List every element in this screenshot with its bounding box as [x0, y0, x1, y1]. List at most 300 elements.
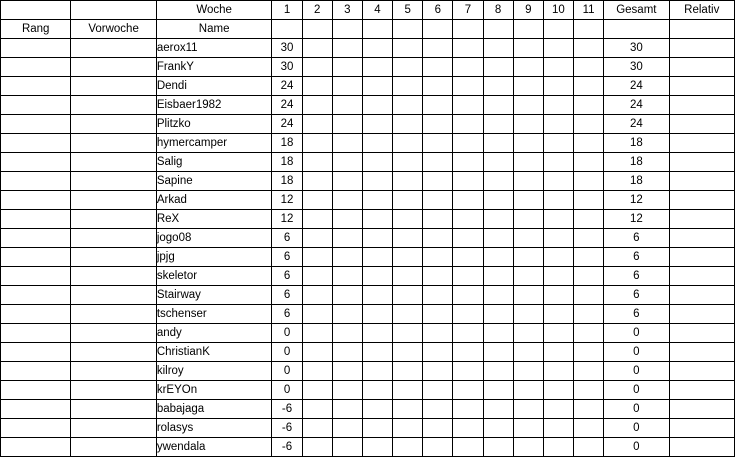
cell-week-8[interactable] [483, 96, 513, 115]
cell-week-6[interactable] [423, 96, 453, 115]
cell-week-6[interactable] [423, 286, 453, 305]
cell-week-11[interactable] [574, 172, 604, 191]
cell-week-2[interactable] [302, 77, 332, 96]
cell-week-8[interactable] [483, 267, 513, 286]
cell-week-7[interactable] [453, 267, 483, 286]
cell-week-10[interactable] [543, 381, 573, 400]
cell-week-11[interactable] [574, 229, 604, 248]
cell-week-5[interactable] [393, 172, 423, 191]
cell-week-8[interactable] [483, 172, 513, 191]
cell-week-3[interactable] [332, 39, 362, 58]
cell-week-6[interactable] [423, 305, 453, 324]
cell-vorwoche[interactable] [71, 134, 156, 153]
cell-week-1[interactable]: 30 [272, 58, 302, 77]
cell-name[interactable]: skeletor [156, 267, 272, 286]
cell-week-6[interactable] [423, 419, 453, 438]
cell-rang[interactable] [1, 153, 71, 172]
cell-rang[interactable] [1, 248, 71, 267]
cell-week-5[interactable] [393, 39, 423, 58]
cell-week-8[interactable] [483, 362, 513, 381]
cell-week-9[interactable] [513, 400, 543, 419]
cell-vorwoche[interactable] [71, 191, 156, 210]
cell-week-1[interactable]: -6 [272, 400, 302, 419]
cell-week-1[interactable]: 0 [272, 324, 302, 343]
cell-vorwoche[interactable] [71, 210, 156, 229]
cell-week-7[interactable] [453, 172, 483, 191]
cell-week-10[interactable] [543, 58, 573, 77]
cell-week-1[interactable]: 12 [272, 191, 302, 210]
cell-gesamt[interactable]: 0 [604, 324, 669, 343]
cell-week-6[interactable] [423, 153, 453, 172]
cell-week-9[interactable] [513, 381, 543, 400]
cell-vorwoche[interactable] [71, 267, 156, 286]
cell-week-1[interactable]: 6 [272, 248, 302, 267]
cell-week-2[interactable] [302, 248, 332, 267]
cell-week-3[interactable] [332, 210, 362, 229]
cell-week-5[interactable] [393, 324, 423, 343]
cell-week-1[interactable]: -6 [272, 419, 302, 438]
table-row[interactable] [1, 305, 735, 324]
cell-week-10[interactable] [543, 96, 573, 115]
cell-week-6[interactable] [423, 115, 453, 134]
cell-week-3[interactable] [332, 400, 362, 419]
cell-week-4[interactable] [362, 172, 392, 191]
cell-week-1[interactable]: 24 [272, 115, 302, 134]
cell-relativ[interactable] [669, 58, 734, 77]
cell-week-9[interactable] [513, 305, 543, 324]
cell-week-10[interactable] [543, 267, 573, 286]
cell-week-6[interactable] [423, 400, 453, 419]
cell-week-7[interactable] [453, 134, 483, 153]
cell-vorwoche[interactable] [71, 153, 156, 172]
cell-week-8[interactable] [483, 77, 513, 96]
cell-relativ[interactable] [669, 400, 734, 419]
cell-week-6[interactable] [423, 39, 453, 58]
cell-week-4[interactable] [362, 153, 392, 172]
cell-week-5[interactable] [393, 305, 423, 324]
cell-rang[interactable] [1, 115, 71, 134]
cell-name[interactable]: aerox11 [156, 39, 272, 58]
cell-week-2[interactable] [302, 210, 332, 229]
cell-week-5[interactable] [393, 115, 423, 134]
cell-name[interactable]: Eisbaer1982 [156, 96, 272, 115]
cell-relativ[interactable] [669, 267, 734, 286]
cell-rang[interactable] [1, 343, 71, 362]
cell-rang[interactable] [1, 286, 71, 305]
cell-week-8[interactable] [483, 305, 513, 324]
cell-week-3[interactable] [332, 438, 362, 457]
cell-week-3[interactable] [332, 58, 362, 77]
cell-week-3[interactable] [332, 324, 362, 343]
cell-vorwoche[interactable] [71, 343, 156, 362]
cell-week-7[interactable] [453, 343, 483, 362]
table-row[interactable] [1, 400, 735, 419]
table-row[interactable] [1, 324, 735, 343]
cell-relativ[interactable] [669, 419, 734, 438]
cell-week-1[interactable]: 24 [272, 96, 302, 115]
cell-week-4[interactable] [362, 39, 392, 58]
cell-week-2[interactable] [302, 400, 332, 419]
cell-week-1[interactable]: -6 [272, 438, 302, 457]
cell-week-5[interactable] [393, 381, 423, 400]
cell-relativ[interactable] [669, 191, 734, 210]
cell-week-7[interactable] [453, 248, 483, 267]
cell-gesamt[interactable]: 6 [604, 248, 669, 267]
cell-week-9[interactable] [513, 210, 543, 229]
cell-week-5[interactable] [393, 286, 423, 305]
cell-gesamt[interactable]: 0 [604, 400, 669, 419]
cell-vorwoche[interactable] [71, 324, 156, 343]
cell-week-1[interactable]: 12 [272, 210, 302, 229]
cell-week-11[interactable] [574, 267, 604, 286]
cell-week-7[interactable] [453, 96, 483, 115]
cell-gesamt[interactable]: 0 [604, 438, 669, 457]
cell-week-7[interactable] [453, 305, 483, 324]
cell-week-2[interactable] [302, 191, 332, 210]
cell-week-2[interactable] [302, 153, 332, 172]
cell-week-3[interactable] [332, 96, 362, 115]
cell-week-10[interactable] [543, 286, 573, 305]
cell-week-1[interactable]: 0 [272, 381, 302, 400]
cell-vorwoche[interactable] [71, 400, 156, 419]
cell-week-7[interactable] [453, 210, 483, 229]
cell-week-10[interactable] [543, 419, 573, 438]
cell-week-11[interactable] [574, 438, 604, 457]
cell-week-11[interactable] [574, 153, 604, 172]
table-row[interactable] [1, 343, 735, 362]
cell-week-3[interactable] [332, 343, 362, 362]
cell-week-11[interactable] [574, 248, 604, 267]
cell-week-6[interactable] [423, 362, 453, 381]
cell-week-9[interactable] [513, 324, 543, 343]
cell-relativ[interactable] [669, 362, 734, 381]
cell-week-2[interactable] [302, 58, 332, 77]
cell-vorwoche[interactable] [71, 381, 156, 400]
cell-week-1[interactable]: 24 [272, 77, 302, 96]
cell-week-11[interactable] [574, 77, 604, 96]
table-row[interactable] [1, 286, 735, 305]
cell-rang[interactable] [1, 419, 71, 438]
cell-week-9[interactable] [513, 96, 543, 115]
table-row[interactable] [1, 115, 735, 134]
cell-week-4[interactable] [362, 362, 392, 381]
cell-name[interactable]: Dendi [156, 77, 272, 96]
cell-week-10[interactable] [543, 115, 573, 134]
cell-week-11[interactable] [574, 134, 604, 153]
cell-relativ[interactable] [669, 210, 734, 229]
cell-gesamt[interactable]: 0 [604, 343, 669, 362]
cell-gesamt[interactable]: 30 [604, 58, 669, 77]
cell-week-2[interactable] [302, 305, 332, 324]
cell-week-1[interactable]: 30 [272, 39, 302, 58]
cell-relativ[interactable] [669, 248, 734, 267]
cell-week-9[interactable] [513, 172, 543, 191]
cell-week-5[interactable] [393, 248, 423, 267]
cell-week-1[interactable]: 18 [272, 172, 302, 191]
cell-week-11[interactable] [574, 343, 604, 362]
cell-name[interactable]: Plitzko [156, 115, 272, 134]
cell-week-4[interactable] [362, 210, 392, 229]
cell-week-8[interactable] [483, 438, 513, 457]
cell-week-9[interactable] [513, 58, 543, 77]
cell-week-5[interactable] [393, 362, 423, 381]
cell-week-1[interactable]: 0 [272, 343, 302, 362]
cell-relativ[interactable] [669, 229, 734, 248]
cell-week-2[interactable] [302, 172, 332, 191]
cell-week-6[interactable] [423, 267, 453, 286]
cell-week-4[interactable] [362, 115, 392, 134]
cell-week-1[interactable]: 6 [272, 305, 302, 324]
cell-week-6[interactable] [423, 248, 453, 267]
cell-name[interactable]: tschenser [156, 305, 272, 324]
cell-week-6[interactable] [423, 324, 453, 343]
cell-week-3[interactable] [332, 381, 362, 400]
cell-relativ[interactable] [669, 324, 734, 343]
cell-name[interactable]: ReX [156, 210, 272, 229]
cell-week-4[interactable] [362, 381, 392, 400]
cell-week-7[interactable] [453, 438, 483, 457]
cell-week-10[interactable] [543, 343, 573, 362]
cell-week-10[interactable] [543, 324, 573, 343]
cell-week-8[interactable] [483, 210, 513, 229]
cell-week-10[interactable] [543, 77, 573, 96]
cell-name[interactable]: hymercamper [156, 134, 272, 153]
cell-week-2[interactable] [302, 39, 332, 58]
cell-week-9[interactable] [513, 248, 543, 267]
table-row[interactable] [1, 153, 735, 172]
cell-week-5[interactable] [393, 210, 423, 229]
cell-week-7[interactable] [453, 39, 483, 58]
cell-week-4[interactable] [362, 286, 392, 305]
cell-week-11[interactable] [574, 419, 604, 438]
cell-week-9[interactable] [513, 191, 543, 210]
cell-week-2[interactable] [302, 381, 332, 400]
cell-gesamt[interactable]: 18 [604, 134, 669, 153]
cell-week-1[interactable]: 18 [272, 134, 302, 153]
cell-week-2[interactable] [302, 134, 332, 153]
cell-week-6[interactable] [423, 381, 453, 400]
cell-week-3[interactable] [332, 362, 362, 381]
cell-week-9[interactable] [513, 39, 543, 58]
cell-gesamt[interactable]: 6 [604, 286, 669, 305]
cell-rang[interactable] [1, 191, 71, 210]
cell-vorwoche[interactable] [71, 172, 156, 191]
cell-week-8[interactable] [483, 324, 513, 343]
cell-week-8[interactable] [483, 58, 513, 77]
cell-week-7[interactable] [453, 191, 483, 210]
cell-week-3[interactable] [332, 248, 362, 267]
table-row[interactable] [1, 77, 735, 96]
cell-gesamt[interactable]: 6 [604, 267, 669, 286]
cell-week-10[interactable] [543, 39, 573, 58]
cell-week-10[interactable] [543, 210, 573, 229]
cell-week-3[interactable] [332, 115, 362, 134]
cell-week-11[interactable] [574, 362, 604, 381]
cell-rang[interactable] [1, 77, 71, 96]
cell-gesamt[interactable]: 24 [604, 96, 669, 115]
cell-gesamt[interactable]: 6 [604, 229, 669, 248]
cell-name[interactable]: babajaga [156, 400, 272, 419]
cell-week-11[interactable] [574, 305, 604, 324]
cell-week-6[interactable] [423, 438, 453, 457]
cell-week-6[interactable] [423, 172, 453, 191]
cell-week-3[interactable] [332, 267, 362, 286]
cell-rang[interactable] [1, 58, 71, 77]
table-row[interactable] [1, 96, 735, 115]
cell-week-5[interactable] [393, 153, 423, 172]
cell-gesamt[interactable]: 24 [604, 115, 669, 134]
cell-rang[interactable] [1, 39, 71, 58]
cell-week-8[interactable] [483, 343, 513, 362]
cell-week-2[interactable] [302, 343, 332, 362]
cell-vorwoche[interactable] [71, 77, 156, 96]
cell-week-7[interactable] [453, 77, 483, 96]
cell-week-4[interactable] [362, 438, 392, 457]
cell-week-6[interactable] [423, 134, 453, 153]
cell-rang[interactable] [1, 134, 71, 153]
cell-week-2[interactable] [302, 96, 332, 115]
cell-week-7[interactable] [453, 115, 483, 134]
table-row[interactable] [1, 381, 735, 400]
cell-relativ[interactable] [669, 153, 734, 172]
cell-week-4[interactable] [362, 324, 392, 343]
cell-gesamt[interactable]: 0 [604, 362, 669, 381]
cell-week-5[interactable] [393, 96, 423, 115]
cell-week-10[interactable] [543, 305, 573, 324]
table-row[interactable] [1, 39, 735, 58]
cell-rang[interactable] [1, 438, 71, 457]
cell-week-7[interactable] [453, 229, 483, 248]
cell-rang[interactable] [1, 381, 71, 400]
table-row[interactable] [1, 210, 735, 229]
cell-week-8[interactable] [483, 134, 513, 153]
cell-gesamt[interactable]: 18 [604, 172, 669, 191]
cell-week-8[interactable] [483, 381, 513, 400]
cell-week-3[interactable] [332, 305, 362, 324]
cell-week-4[interactable] [362, 191, 392, 210]
cell-week-3[interactable] [332, 286, 362, 305]
cell-gesamt[interactable]: 12 [604, 191, 669, 210]
cell-week-2[interactable] [302, 115, 332, 134]
cell-gesamt[interactable]: 24 [604, 77, 669, 96]
cell-week-11[interactable] [574, 210, 604, 229]
cell-week-5[interactable] [393, 58, 423, 77]
cell-week-1[interactable]: 6 [272, 229, 302, 248]
cell-week-9[interactable] [513, 134, 543, 153]
cell-week-9[interactable] [513, 343, 543, 362]
cell-vorwoche[interactable] [71, 419, 156, 438]
cell-relativ[interactable] [669, 305, 734, 324]
cell-name[interactable]: kilroy [156, 362, 272, 381]
cell-name[interactable]: Arkad [156, 191, 272, 210]
cell-rang[interactable] [1, 267, 71, 286]
cell-week-5[interactable] [393, 419, 423, 438]
cell-week-3[interactable] [332, 419, 362, 438]
cell-week-9[interactable] [513, 153, 543, 172]
cell-name[interactable]: krEYOn [156, 381, 272, 400]
cell-week-1[interactable]: 6 [272, 286, 302, 305]
cell-week-11[interactable] [574, 400, 604, 419]
cell-week-2[interactable] [302, 324, 332, 343]
cell-gesamt[interactable]: 12 [604, 210, 669, 229]
cell-week-4[interactable] [362, 267, 392, 286]
cell-vorwoche[interactable] [71, 58, 156, 77]
table-row[interactable] [1, 58, 735, 77]
cell-week-11[interactable] [574, 96, 604, 115]
cell-week-11[interactable] [574, 39, 604, 58]
cell-gesamt[interactable]: 6 [604, 305, 669, 324]
cell-week-3[interactable] [332, 134, 362, 153]
cell-week-8[interactable] [483, 191, 513, 210]
cell-vorwoche[interactable] [71, 39, 156, 58]
cell-relativ[interactable] [669, 381, 734, 400]
cell-week-8[interactable] [483, 248, 513, 267]
table-row[interactable] [1, 191, 735, 210]
cell-vorwoche[interactable] [71, 96, 156, 115]
cell-week-8[interactable] [483, 286, 513, 305]
cell-name[interactable]: Stairway [156, 286, 272, 305]
cell-week-2[interactable] [302, 267, 332, 286]
table-row[interactable] [1, 419, 735, 438]
table-row[interactable] [1, 248, 735, 267]
cell-name[interactable]: FrankY [156, 58, 272, 77]
cell-week-10[interactable] [543, 248, 573, 267]
table-row[interactable] [1, 362, 735, 381]
cell-week-5[interactable] [393, 438, 423, 457]
cell-relativ[interactable] [669, 286, 734, 305]
cell-week-1[interactable]: 6 [272, 267, 302, 286]
cell-week-8[interactable] [483, 229, 513, 248]
cell-week-11[interactable] [574, 115, 604, 134]
cell-vorwoche[interactable] [71, 286, 156, 305]
cell-name[interactable]: jogo08 [156, 229, 272, 248]
cell-week-10[interactable] [543, 172, 573, 191]
cell-week-6[interactable] [423, 229, 453, 248]
cell-vorwoche[interactable] [71, 362, 156, 381]
cell-rang[interactable] [1, 400, 71, 419]
cell-week-6[interactable] [423, 343, 453, 362]
table-row[interactable] [1, 172, 735, 191]
cell-week-3[interactable] [332, 172, 362, 191]
cell-week-7[interactable] [453, 286, 483, 305]
cell-week-7[interactable] [453, 381, 483, 400]
cell-name[interactable]: Salig [156, 153, 272, 172]
cell-relativ[interactable] [669, 39, 734, 58]
cell-week-9[interactable] [513, 77, 543, 96]
cell-week-4[interactable] [362, 229, 392, 248]
cell-week-5[interactable] [393, 400, 423, 419]
cell-vorwoche[interactable] [71, 115, 156, 134]
cell-rang[interactable] [1, 305, 71, 324]
cell-week-10[interactable] [543, 229, 573, 248]
cell-rang[interactable] [1, 96, 71, 115]
cell-rang[interactable] [1, 362, 71, 381]
cell-week-4[interactable] [362, 134, 392, 153]
cell-rang[interactable] [1, 172, 71, 191]
cell-relativ[interactable] [669, 438, 734, 457]
cell-week-4[interactable] [362, 305, 392, 324]
cell-week-10[interactable] [543, 362, 573, 381]
cell-week-8[interactable] [483, 39, 513, 58]
cell-week-9[interactable] [513, 267, 543, 286]
cell-week-9[interactable] [513, 438, 543, 457]
cell-relativ[interactable] [669, 96, 734, 115]
cell-week-9[interactable] [513, 419, 543, 438]
cell-week-5[interactable] [393, 267, 423, 286]
cell-week-10[interactable] [543, 134, 573, 153]
cell-gesamt[interactable]: 30 [604, 39, 669, 58]
cell-week-8[interactable] [483, 115, 513, 134]
